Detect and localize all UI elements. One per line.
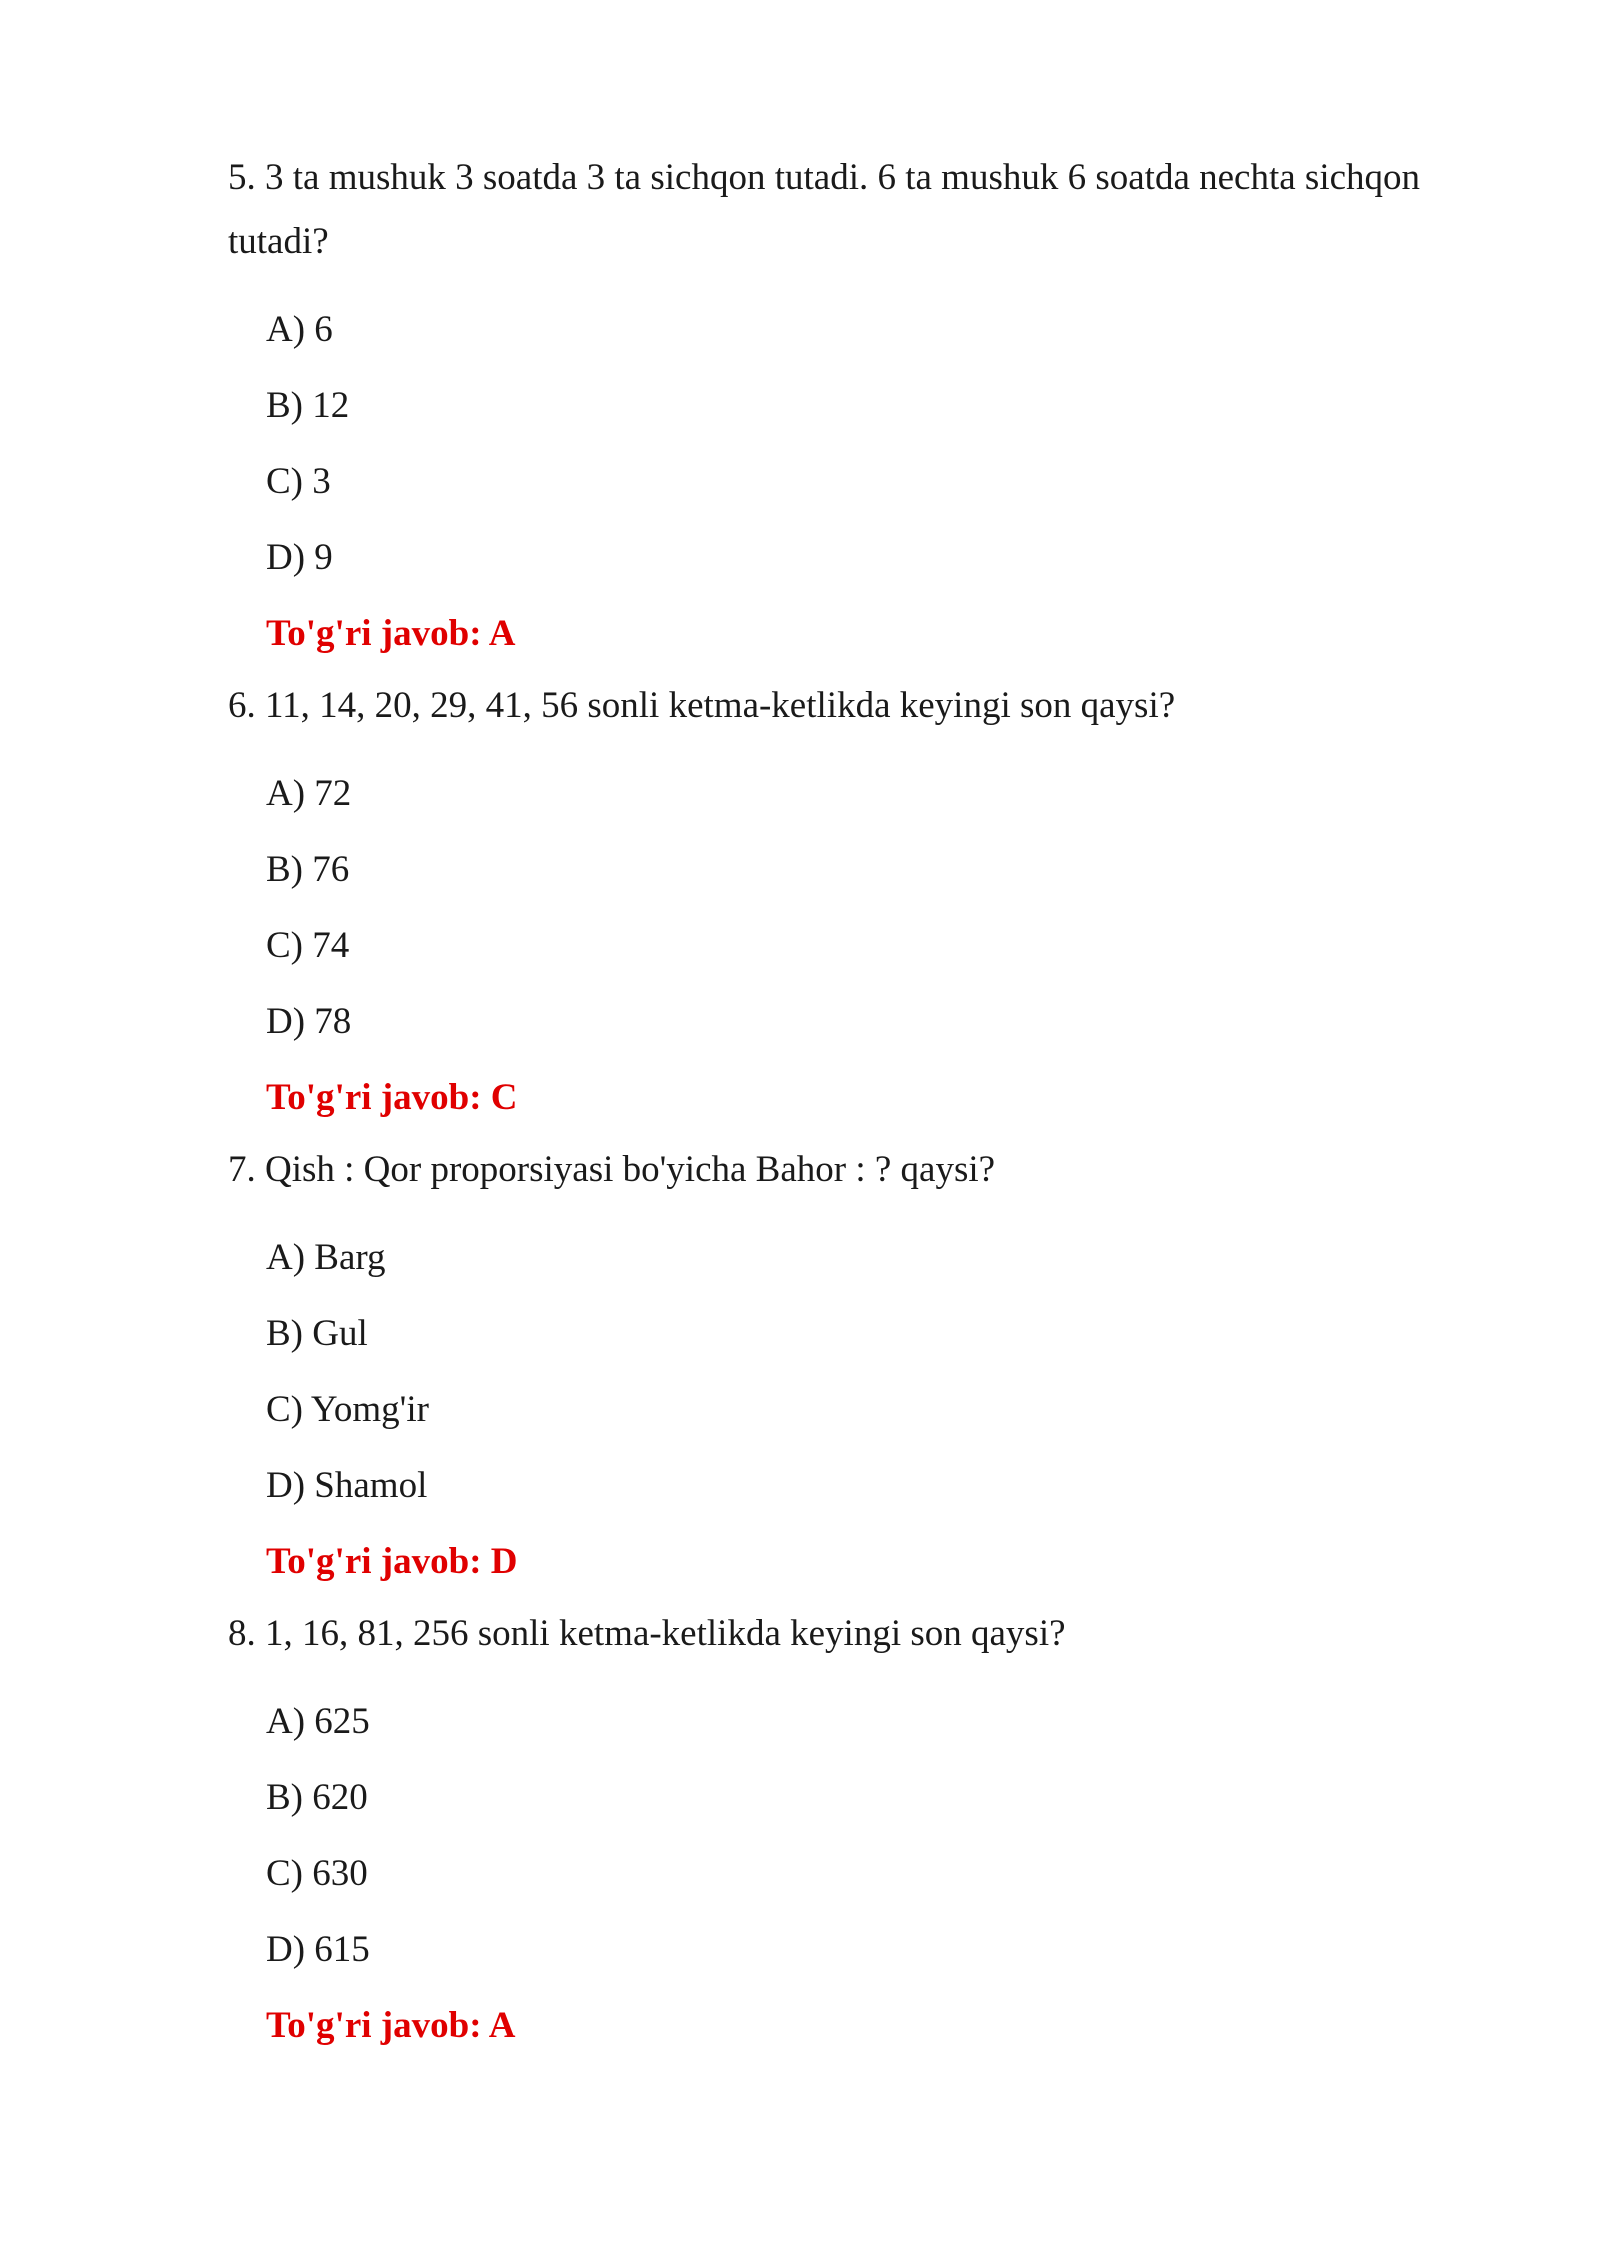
option-b: B) 620 (266, 1777, 368, 1818)
question-text: 6. 11, 14, 20, 29, 41, 56 sonli ketma-ketlikda keyingi son qaysi? (228, 685, 1176, 726)
option-list (0, 1220, 1600, 1524)
option-a: A) 6 (266, 309, 333, 350)
correct-answer: To'g'ri javob: A (266, 2005, 516, 2046)
option-list (0, 756, 1600, 1060)
option-b: B) 76 (266, 849, 350, 890)
question-6 (0, 672, 1600, 1136)
option-a: A) 72 (266, 773, 352, 814)
option-a: A) 625 (266, 1701, 370, 1742)
question-8 (0, 1600, 1600, 2064)
option-d: D) 9 (266, 537, 333, 578)
option-d: D) Shamol (266, 1465, 428, 1506)
option-d: D) 78 (266, 1001, 352, 1042)
question-text: 8. 1, 16, 81, 256 sonli ketma-ketlikda keyingi son qaysi? (228, 1613, 1066, 1654)
option-c: C) Yomg'ir (266, 1389, 429, 1430)
question-text: 5. 3 ta mushuk 3 soatda 3 ta sichqon tutadi. 6 ta mushuk 6 soatda nechta sichqon tutadi? (228, 157, 1421, 262)
option-b: B) Gul (266, 1313, 368, 1354)
correct-answer: To'g'ri javob: A (266, 613, 516, 654)
option-b: B) 12 (266, 385, 350, 426)
option-list (0, 292, 1600, 596)
option-c: C) 74 (266, 925, 350, 966)
correct-answer: To'g'ri javob: C (266, 1077, 518, 1118)
question-7 (0, 1136, 1600, 1600)
option-a: A) Barg (266, 1237, 386, 1278)
option-list (0, 1684, 1600, 1988)
option-c: C) 630 (266, 1853, 368, 1894)
question-text: 7. Qish : Qor proporsiyasi bo'yicha Bahor : ? qaysi? (228, 1149, 996, 1190)
question-5 (0, 144, 1600, 672)
option-d: D) 615 (266, 1929, 370, 1970)
option-c: C) 3 (266, 461, 331, 502)
correct-answer: To'g'ri javob: D (266, 1541, 518, 1582)
